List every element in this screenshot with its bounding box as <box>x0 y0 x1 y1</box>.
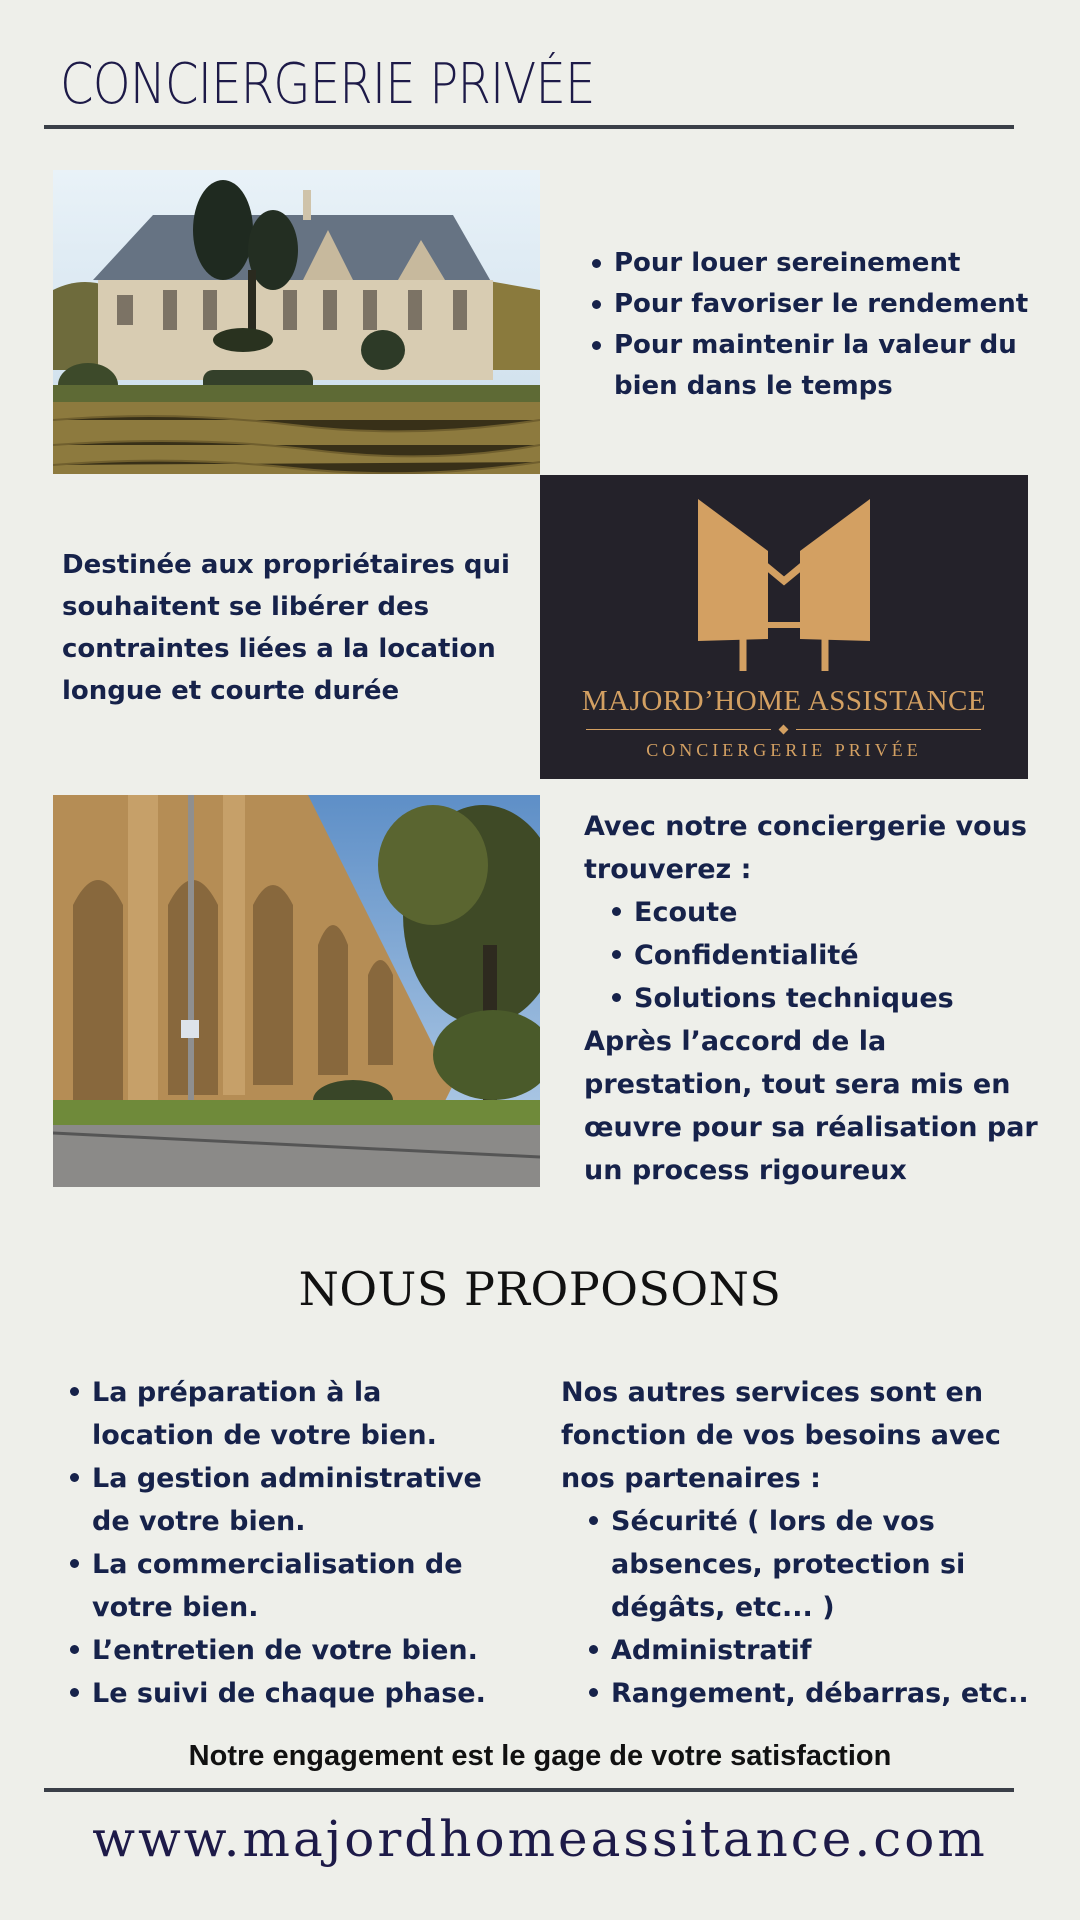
list-item: La préparation à la location de votre bien. <box>66 1371 506 1457</box>
features-list <box>608 891 1048 1020</box>
other-services-intro: Nos autres services sont en fonction de vos besoins avec nos partenaires : <box>561 1377 1001 1494</box>
brand-subtitle: CONCIERGERIE PRIVÉE <box>646 740 922 760</box>
list-item: Ecoute <box>608 891 1048 934</box>
list-item: Confidentialité <box>608 934 1048 977</box>
list-item: Sécurité ( lors de vos absences, protection si dégâts, etc... ) <box>585 1500 1040 1629</box>
list-item: Solutions techniques <box>608 977 1048 1020</box>
features-intro: Avec notre conciergerie vous trouverez : <box>584 811 1027 885</box>
viaduct-illustration <box>53 795 540 1187</box>
target-audience-text: Destinée aux propriétaires qui souhaitent se libérer des contraintes liées a la location longue et courte durée <box>62 550 510 706</box>
chateau-illustration <box>53 170 540 474</box>
header-divider <box>44 125 1014 129</box>
logo-divider-right <box>796 729 981 730</box>
engagement-statement: Notre engagement est le gage de votre satisfaction <box>188 1740 892 1772</box>
logo-divider-left <box>586 729 771 730</box>
diamond-icon <box>779 725 789 735</box>
chateau-photo <box>53 170 540 474</box>
list-item: Pour maintenir la valeur du bien dans le temps <box>588 325 1038 407</box>
brand-name: MAJORD’HOME ASSISTANCE <box>581 685 987 717</box>
brand-logo-panel <box>540 475 1028 779</box>
viaduct-photo <box>53 795 540 1187</box>
list-item: La commercialisation de votre bien. <box>66 1543 506 1629</box>
other-services-list <box>585 1500 1040 1715</box>
list-item: Administratif <box>585 1629 1040 1672</box>
process-text: Après l’accord de la prestation, tout sera mis en œuvre pour sa réalisation par un process rigoureux <box>584 1026 1038 1186</box>
list-item: La gestion administrative de votre bien. <box>66 1457 506 1543</box>
intro-bullet-list <box>588 243 1038 407</box>
list-item: Le suivi de chaque phase. <box>66 1672 506 1715</box>
services-list <box>66 1371 506 1715</box>
footer-divider <box>44 1788 1014 1792</box>
website-link[interactable]: www.majordhomeassitance.com <box>92 1810 988 1868</box>
page-title: CONCIERGERIE PRIVÉE <box>60 52 595 117</box>
list-item: L’entretien de votre bien. <box>66 1629 506 1672</box>
list-item: Rangement, débarras, etc.. <box>585 1672 1040 1715</box>
brand-monogram-icon <box>698 499 870 671</box>
list-item: Pour louer sereinement <box>588 243 1038 284</box>
section-heading: NOUS PROPOSONS <box>298 1262 782 1316</box>
list-item: Pour favoriser le rendement <box>588 284 1038 325</box>
